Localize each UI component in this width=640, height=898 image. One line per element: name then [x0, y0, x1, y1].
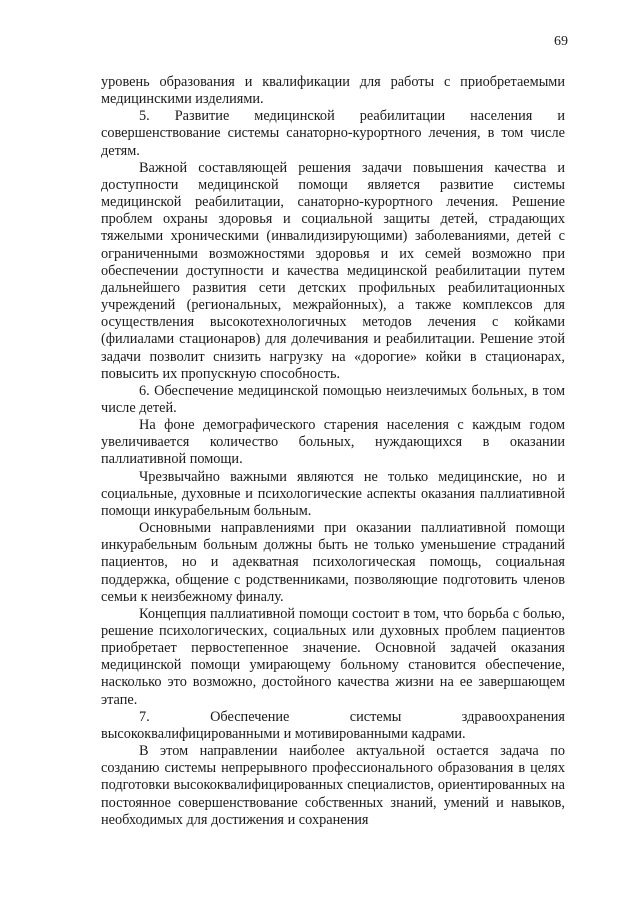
paragraph-continuation: уровень образования и квалификации для работы с приобретаемыми медицинскими изделиями. [101, 74, 565, 108]
section-heading-5: 5. Развитие медицинской реабилитации населения и совершенствование системы санаторно-курортного лечения, в том числе детям. [101, 108, 565, 159]
paragraph-rehabilitation: Важной составляющей решения задачи повышения качества и доступности медицинской помощи является развитие системы медицинской реабилитации, санаторно-курортного лечения. Решение проблем охраны здоровья и социальной защиты детей, страдающих тяжелыми хроническими (инвалидизирующими) заболеваниями, детей с ограниченными возможностями здоровья и их семей возможно при обеспечении доступности и качества медицинской реабилитации путем дальнейшего развития сети детских профильных реабилитационных учреждений (региональных, межрайонных), а также комплексов для осуществления высокотехнологичных методов лечения с койками (филиалами стационаров) для долечивания и реабилитации. Решение этой задачи позволит снизить нагрузку на «дорогие» койки в стационарах, повысить их пропускную способность. [101, 159, 565, 382]
section-heading-7: 7. Обеспечение системы здравоохранения высококвалифицированными и мотивированными кадрами. [101, 708, 565, 742]
paragraph-aspects: Чрезвычайно важными являются не только медицинские, но и социальные, духовные и психологические аспекты оказания паллиативной помощи инкурабельным больным. [101, 468, 565, 519]
page-number: 69 [554, 34, 568, 49]
section-heading-6: 6. Обеспечение медицинской помощью неизлечимых больных, в том числе детей. [101, 382, 565, 416]
paragraph-concept: Концепция паллиативной помощи состоит в том, что борьба с болью, решение психологических, социальных или духовных проблем пациентов приобретает первостепенное значение. Основной задачей оказания медицинской помощи умирающему больному становится обеспечение, насколько это возможно, достойного качества жизни на ее завершающем этапе. [101, 605, 565, 708]
paragraph-education: В этом направлении наиболее актуальной остается задача по созданию системы непрерывного профессионального образования в целях подготовки высококвалифицированных специалистов, ориентированных на постоянное совершенствование собственных знаний, умений и навыков, необходимых для достижения и сохранения [101, 743, 565, 828]
document-body [101, 74, 565, 829]
paragraph-directions: Основными направлениями при оказании паллиативной помощи инкурабельным больным должны быть не только уменьшение страданий пациентов, но и адекватная психологическая помощь, социальная поддержка, общение с родственниками, позволяющие подготовить членов семьи к неизбежному финалу. [101, 520, 565, 605]
paragraph-demographic: На фоне демографического старения населения с каждым годом увеличивается количество больных, нуждающихся в оказании паллиативной помощи. [101, 417, 565, 468]
